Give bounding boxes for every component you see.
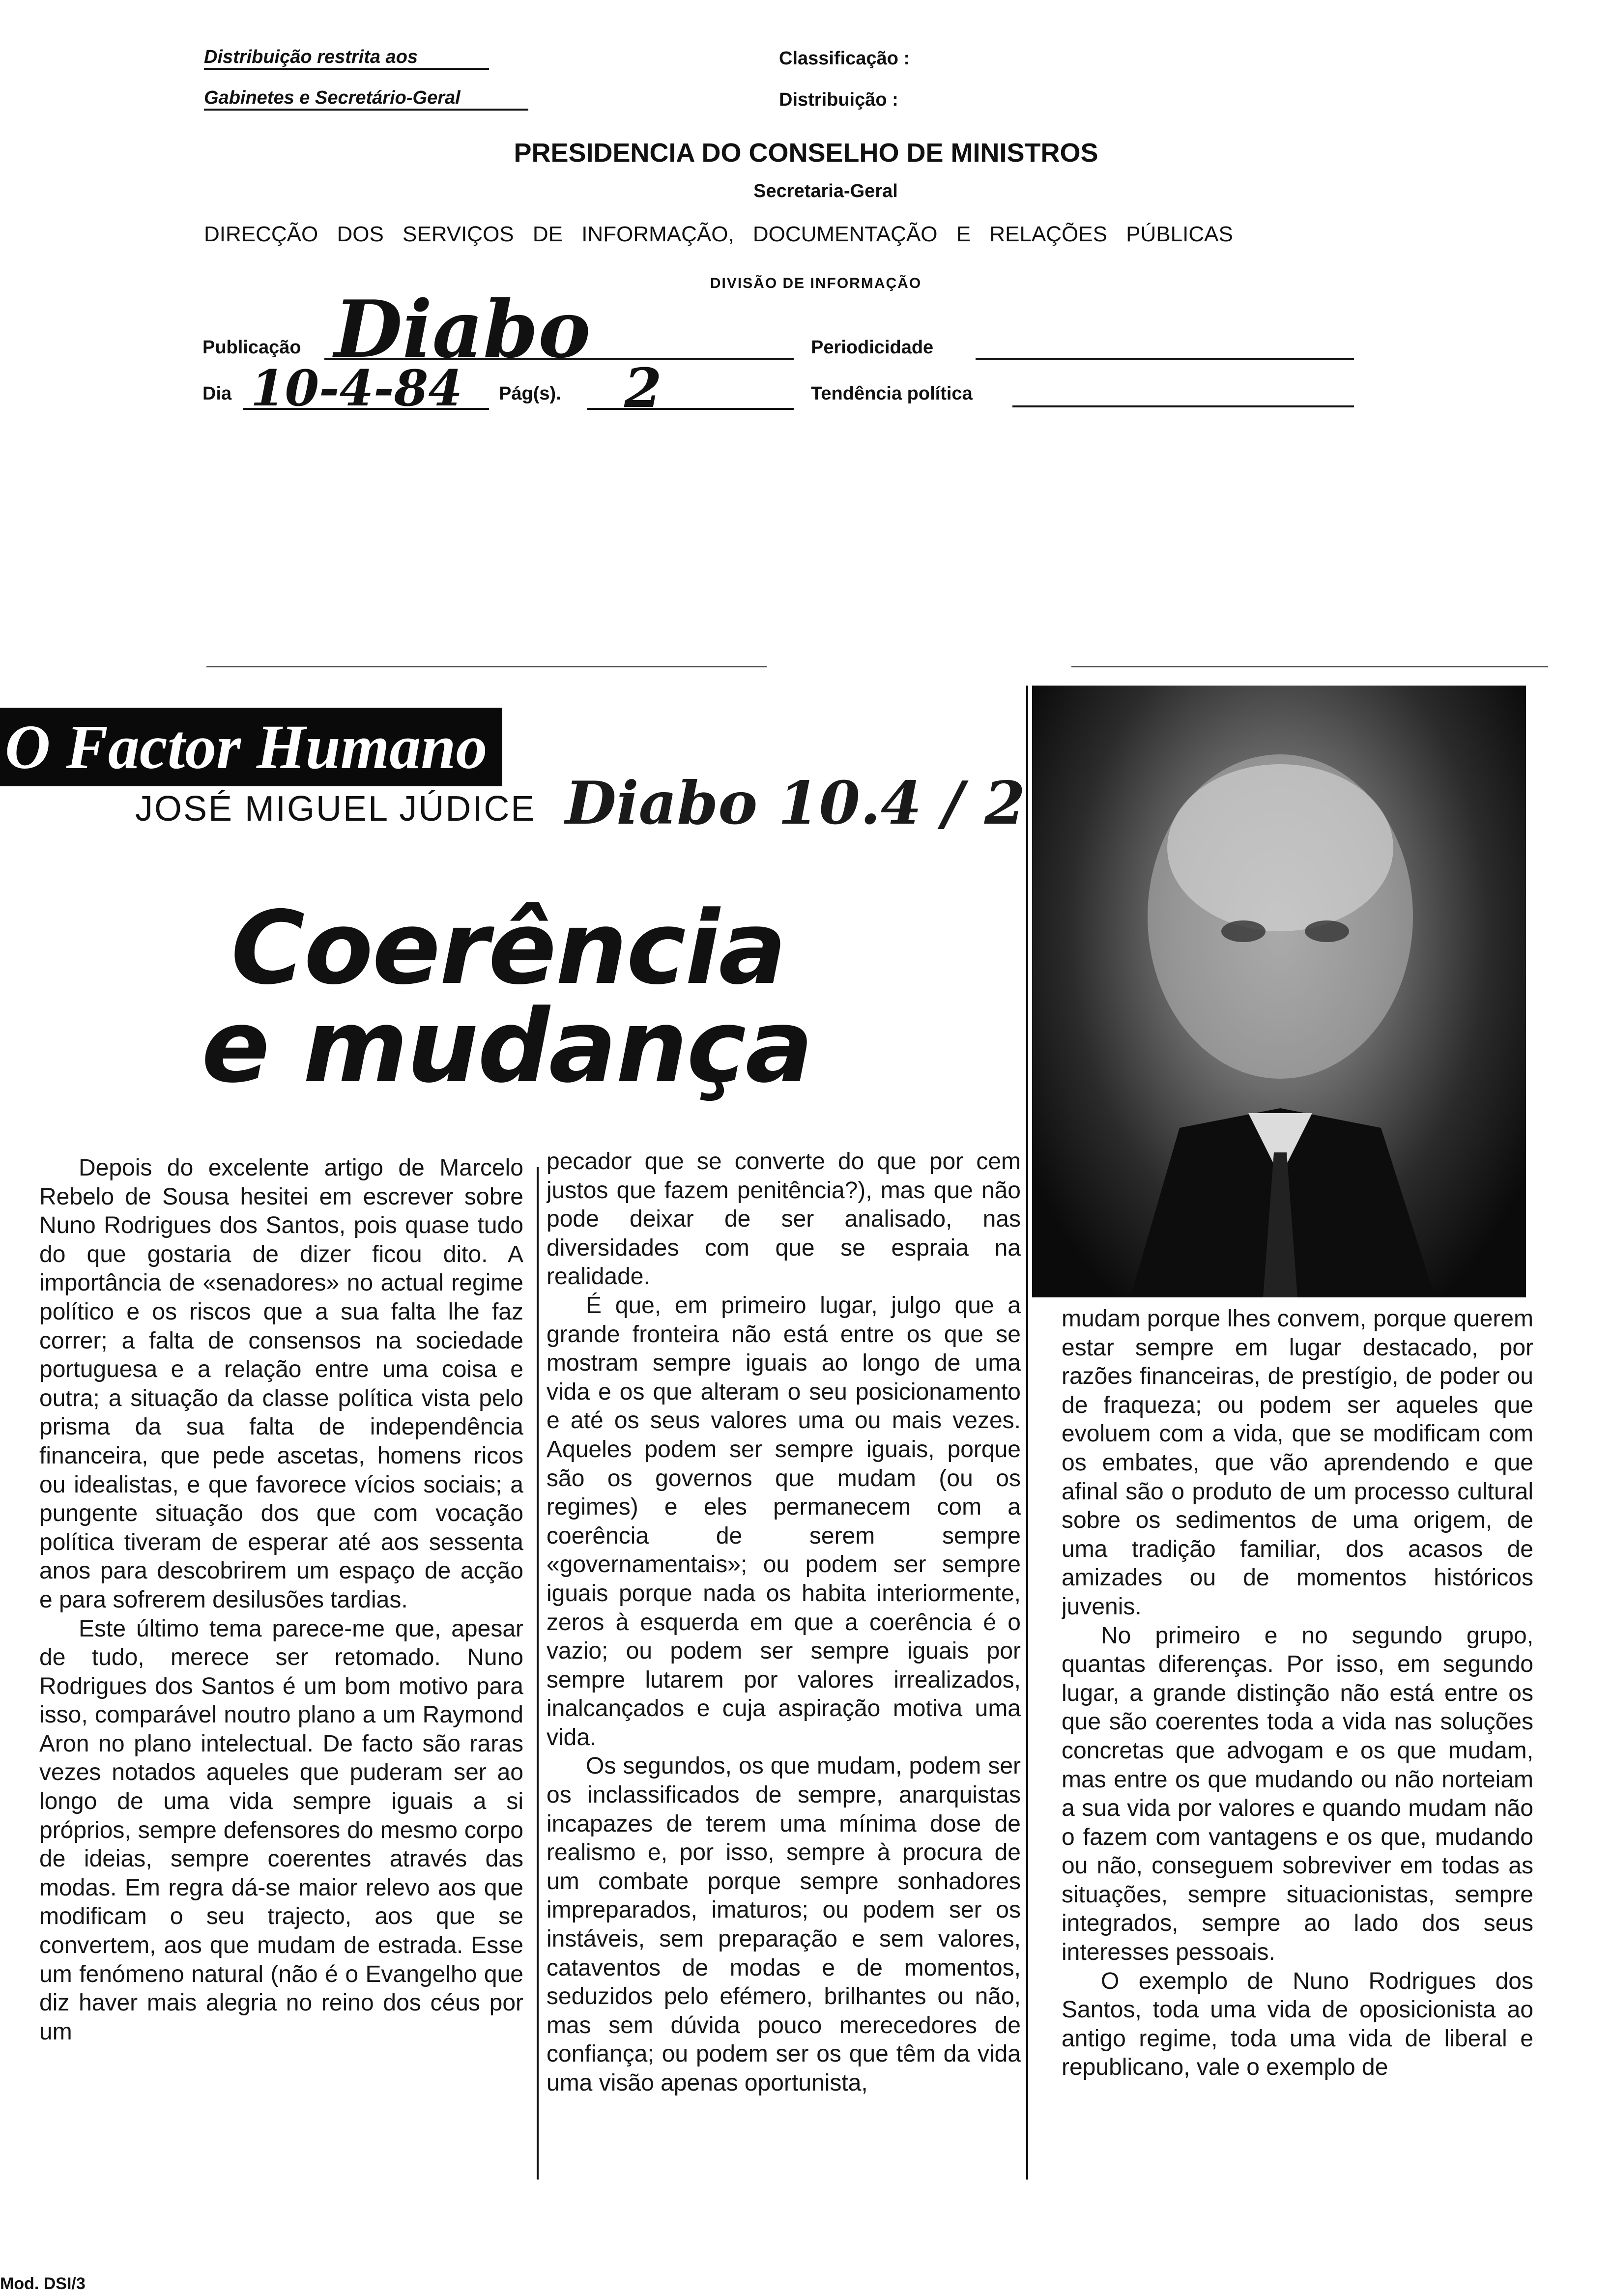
org-title: PRESIDENCIA DO CONSELHO DE MINISTROS bbox=[514, 138, 1098, 168]
column-1-paragraph-2: Este último tema parece-me que, apesar de tudo, merece ser retomado. Nuno Rodrigues dos Santos é um bom motivo para isso, comparável noutro plano a um Raymond Aron no plano intelectual. De facto são raras vezes notados aqueles que puderam ser ao longo de uma vida sempre iguais a si próprios, sempre defensores do mesmo corpo de ideias, sempre coerentes através das modas. Em regra dá-se maior relevo aos que modificam o seu trajecto, aos que se convertem, aos que mudam de estrada. Esse um fenómeno natural (não é o Evangelho que diz haver mais alegria no reino dos céus por um bbox=[39, 1615, 523, 2045]
section-banner: O Factor Humano bbox=[0, 708, 502, 786]
headline-line-1: Coerência bbox=[231, 890, 786, 1007]
dia-label: Dia bbox=[202, 383, 232, 404]
column-3-paragraph-2: No primeiro e no segundo grupo, quantas diferenças. Por isso, em segundo lugar, a grande distinção não está entre os que são coerentes toda a vida nas soluções concretas que advogam e os que mudam, mas entre os que mudando ou não norteiam a sua vida por valores e quando mudam não o fazem com vantagens e os que, mudando ou não, conseguem sobreviver em todas as situações, sempre situacionistas, sempre integrados, sempre ao lado dos seus interesses pessoais. bbox=[1062, 1622, 1533, 1966]
article-column-2 bbox=[547, 1148, 1021, 2180]
publicacao-label: Publicação bbox=[202, 337, 301, 358]
division-line: DIVISÃO DE INFORMAÇÃO bbox=[710, 275, 922, 291]
distribuicao-label: Distribuição : bbox=[779, 89, 898, 110]
author-byline: JOSÉ MIGUEL JÚDICE bbox=[135, 789, 536, 829]
column-rule-1 bbox=[537, 1167, 539, 2180]
author-photo bbox=[1032, 686, 1526, 1297]
column-1-paragraph-1: Depois do excelente artigo de Marcelo Rebelo de Sousa hesitei em escrever sobre Nuno Rodrigues dos Santos, pois quase tudo do que gostaria de dizer ficou dito. A importância de «senadores» no actual regime político e os riscos que a sua falta lhe faz correr; a falta de consensos na sociedade portuguesa e a relação entre uma coisa e outra; a situação da classe política vista pelo prisma da sua falta de independência financeira, que pede ascetas, homens ricos ou idealistas, e que favorece vícios sociais; a pungente situação dos que com vocação política tiveram de esperar até aos sessenta anos para descobrirem um espaço de acção e para sofrerem desilusões tardias. bbox=[39, 1155, 523, 1613]
org-subtitle: Secretaria-Geral bbox=[753, 181, 898, 201]
distribution-line-2 bbox=[204, 87, 528, 111]
column-rule-2 bbox=[1026, 686, 1028, 2180]
dia-handwritten: 10-4-84 bbox=[251, 359, 462, 417]
directorate-line: DIRECÇÃO DOS SERVIÇOS DE INFORMAÇÃO, DOCUMENTAÇÃO E RELAÇÕES PÚBLICAS bbox=[204, 222, 1233, 246]
column-2-paragraph-2: É que, em primeiro lugar, julgo que a grande fronteira não está entre os que se mostram sempre iguais ao longo de uma vida e os que alteram o seu posicionamento e até os seus valores uma ou mais vezes. Aqueles podem ser sempre iguais, porque são os governos que mudam (ou os regimes) e eles permanecem com a coerência de serem sempre «governamentais»; ou podem ser sempre iguais porque nada os habita interiormente, zeros à esquerda em que a coerência é o vazio; ou podem ser sempre iguais por sempre lutarem por valores irrealizados, inalcançados e cuja aspiração motiva uma vida. bbox=[547, 1292, 1021, 1751]
classificacao-label: Classificação : bbox=[779, 48, 910, 69]
distribution-line-1 bbox=[204, 47, 489, 70]
column-2-paragraph-3: Os segundos, os que mudam, podem ser os inclassificados de sempre, anarquistas incapazes de terem uma mínima dose de realismo e, por isso, sempre à procura de um combate porque sempre sonhadores impreparados, imaturos; ou podem ser os instáveis, sem preparação e sem valores, cataventos de modas e de momentos, seduzidos pelo efémero, brilhantes ou não, mas sem dúvida pouco merecedores de confiança; ou podem ser os que têm da vida uma visão apenas oportunista, bbox=[547, 1753, 1021, 2096]
tendencia-field-line bbox=[1012, 405, 1354, 407]
column-3-paragraph-3: O exemplo de Nuno Rodrigues dos Santos, toda uma vida de oposicionista ao antigo regime, toda uma vida de liberal e republicano, vale o exemplo de bbox=[1062, 1968, 1533, 2081]
dia-field-line bbox=[243, 408, 489, 410]
clipping-top-rule bbox=[206, 666, 767, 667]
periodicidade-label: Periodicidade bbox=[811, 337, 934, 358]
column-3-paragraph-1: mudam porque lhes convem, porque querem estar sempre em lugar destacado, por razões financeiras, de prestígio, de poder ou de fraqueza; ou podem ser aqueles que evoluem com a vida, que se modificam com os embates, que vão aprendendo e que afinal são o produto de um processo cultural sobre os sedimentos de uma origem, de uma tradição familiar, dos acasos de amizades ou de momentos históricos juvenis. bbox=[1062, 1306, 1533, 1620]
pags-label: Pág(s). bbox=[499, 383, 561, 404]
clipping-top-rule-right bbox=[1071, 666, 1548, 667]
periodicidade-field-line bbox=[976, 358, 1354, 360]
handwritten-note: Diabo 10.4 / 2 bbox=[565, 769, 1026, 838]
portrait-illustration bbox=[1032, 686, 1526, 1297]
publicacao-handwritten: Diabo bbox=[334, 283, 591, 375]
headline-line-2: e mudança bbox=[202, 988, 812, 1105]
form-code: Mod. DSI/3 bbox=[0, 2274, 86, 2293]
column-2-paragraph-1: pecador que se converte do que por cem justos que fazem penitência?), mas que não pode deixar de ser analisado, nas diversidades com que se espraia na realidade. bbox=[547, 1148, 1021, 1290]
article-column-3 bbox=[1062, 1305, 1533, 2180]
pags-field-line bbox=[587, 408, 794, 410]
distribution-line-2-text: Gabinetes e Secretário-Geral bbox=[204, 87, 528, 111]
distribution-line-1-text: Distribuição restrita aos bbox=[204, 47, 489, 70]
article-column-1 bbox=[39, 1154, 523, 2179]
tendencia-label: Tendência política bbox=[811, 383, 973, 404]
pags-handwritten: 2 bbox=[624, 356, 662, 420]
